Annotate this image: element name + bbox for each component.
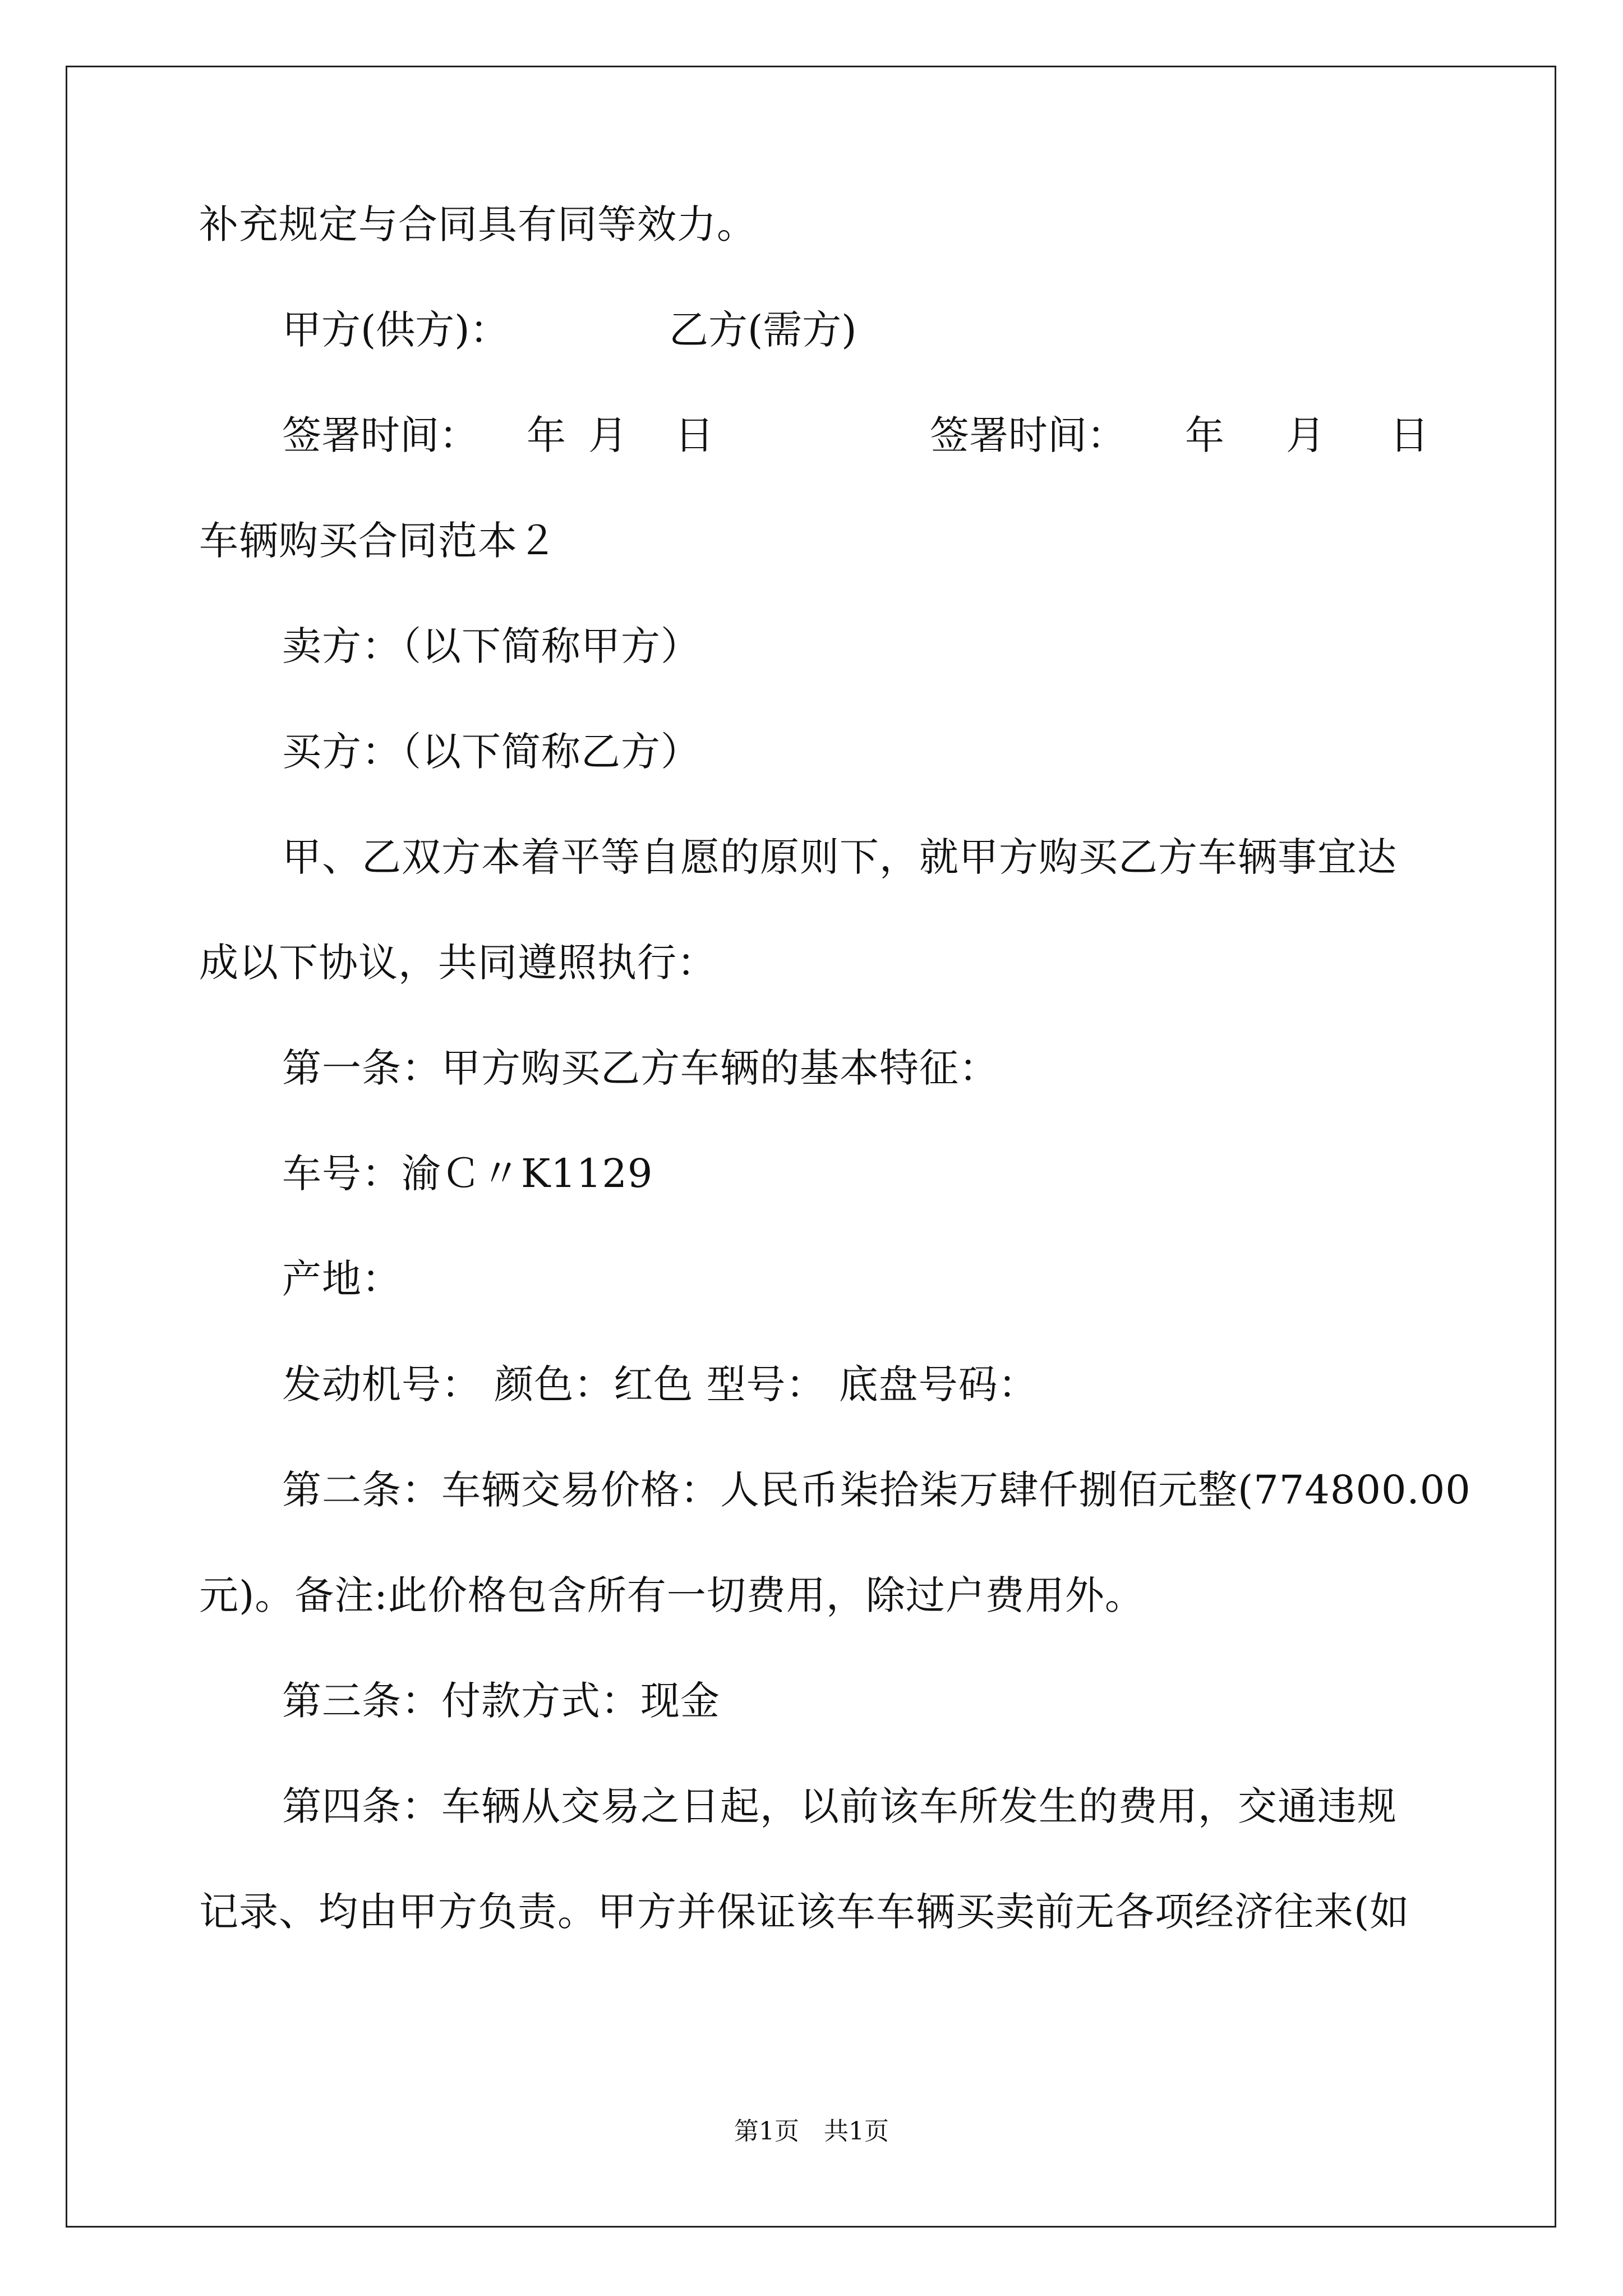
text-line-5: 卖方：（以下简称甲方） bbox=[282, 623, 700, 669]
party-b-signing-label: 签署时间： bbox=[930, 412, 1126, 458]
text-line-4: 车辆购买合同范本２ bbox=[199, 518, 557, 564]
party-a-month: 月 bbox=[588, 412, 628, 458]
party-b-day: 日 bbox=[1390, 412, 1429, 458]
text-line-15: 第三条：付款方式：现金 bbox=[282, 1678, 720, 1724]
page-footer: 第1页 共1页 bbox=[734, 2117, 889, 2146]
text-line-14: 元)。备注:此价格包含所有一切费用，除过户费用外。 bbox=[199, 1572, 1145, 1618]
party-b-year: 年 bbox=[1185, 412, 1224, 458]
party-a-year: 年 bbox=[527, 412, 566, 458]
party-b-label: 乙方(需方) bbox=[669, 307, 857, 353]
party-a-signing-label: 签署时间： bbox=[282, 412, 478, 458]
party-a-label: 甲方(供方)： bbox=[282, 307, 509, 353]
text-line-6: 买方：（以下简称乙方） bbox=[282, 729, 700, 775]
text-line-8: 成以下协议，共同遵照执行： bbox=[199, 940, 717, 986]
party-b-month: 月 bbox=[1286, 412, 1325, 458]
text-line-10: 车号：渝Ｃ〃K1129 bbox=[282, 1151, 653, 1197]
text-line-17: 记录、均由甲方负责。甲方并保证该车车辆买卖前无各项经济往来(如 bbox=[199, 1889, 1410, 1935]
party-a-day: 日 bbox=[675, 412, 714, 458]
text-line-7: 甲、乙双方本着平等自愿的原则下，就甲方购买乙方车辆事宜达 bbox=[282, 834, 1397, 880]
text-line-9: 第一条：甲方购买乙方车辆的基本特征： bbox=[282, 1045, 999, 1091]
text-line-13: 第二条：车辆交易价格：人民币柒拾柒万肆仟捌佰元整(774800.00 bbox=[282, 1467, 1471, 1513]
text-line-12: 发动机号： 颜色：红色 型号： 底盘号码： bbox=[282, 1361, 1038, 1407]
text-line-11: 产地： bbox=[282, 1256, 402, 1302]
text-line-1: 补充规定与合同具有同等效力。 bbox=[199, 201, 757, 247]
text-line-16: 第四条：车辆从交易之日起，以前该车所发生的费用，交通违规 bbox=[282, 1783, 1397, 1829]
